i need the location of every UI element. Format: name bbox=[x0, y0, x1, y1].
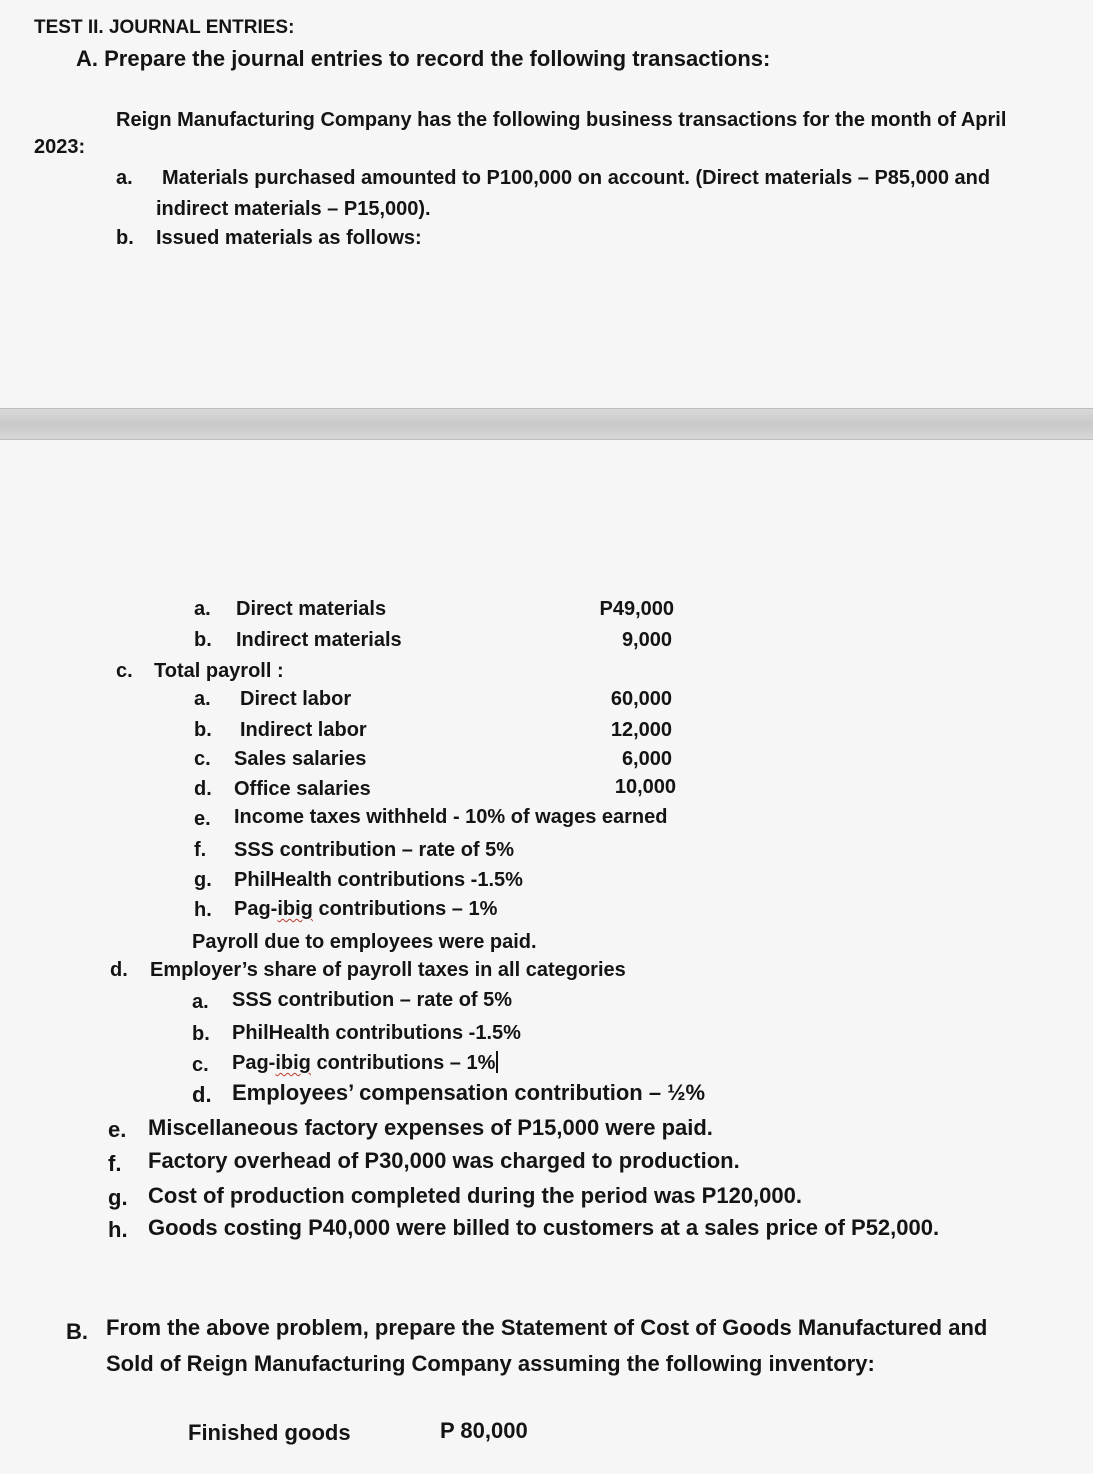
trans-c-item-amount: 12,000 bbox=[610, 719, 672, 741]
trans-c-item-letter: f. bbox=[194, 839, 207, 861]
trans-c-item-letter: h. bbox=[194, 899, 212, 921]
page-break-divider bbox=[0, 408, 1093, 440]
trans-c-text: Total payroll : bbox=[154, 660, 284, 682]
trans-c-item-label: Pag-ibig contributions – 1% bbox=[234, 898, 498, 920]
trans-c-item-label: Sales salaries bbox=[234, 748, 367, 770]
trans-f-text: Factory overhead of P30,000 was charged to production. bbox=[148, 1148, 740, 1173]
trans-d-item-label: Pag-ibig contributions – 1% bbox=[232, 1051, 498, 1075]
trans-c-item-amount: 60,000 bbox=[610, 688, 672, 710]
intro-line-2: 2023: bbox=[34, 136, 86, 158]
finished-goods-label: Finished goods bbox=[188, 1420, 351, 1445]
part-b-line-2: Sold of Reign Manufacturing Company assuming the following inventory: bbox=[106, 1351, 875, 1376]
trans-c-item-letter: d. bbox=[194, 778, 212, 800]
trans-b-item-amount: 9,000 bbox=[621, 629, 672, 651]
trans-b-item-label: Indirect materials bbox=[236, 629, 402, 651]
trans-c-item-label: SSS contribution – rate of 5% bbox=[234, 839, 515, 861]
trans-c-item-letter: g. bbox=[194, 869, 212, 891]
part-a-heading: A. Prepare the journal entries to record the following transactions: bbox=[76, 46, 771, 71]
trans-c-footer: Payroll due to employees were paid. bbox=[192, 931, 537, 953]
trans-c-item-label: Direct labor bbox=[240, 688, 352, 710]
intro-line-1: Reign Manufacturing Company has the following business transactions for the month of April bbox=[116, 109, 1007, 131]
trans-c-item-letter: b. bbox=[194, 719, 212, 741]
trans-d-text: Employer’s share of payroll taxes in all categories bbox=[150, 959, 626, 981]
trans-d-item-label: PhilHealth contributions -1.5% bbox=[232, 1022, 521, 1044]
trans-b-item-letter: a. bbox=[194, 598, 211, 620]
finished-goods-amount: P 80,000 bbox=[440, 1418, 528, 1443]
part-b-letter: B. bbox=[66, 1319, 88, 1344]
trans-g-text: Cost of production completed during the period was P120,000. bbox=[148, 1183, 802, 1208]
trans-d-item-letter: a. bbox=[192, 991, 209, 1013]
trans-a-line-1: Materials purchased amounted to P100,000 on account. (Direct materials – P85,000 and bbox=[162, 167, 991, 189]
trans-c-item-letter: a. bbox=[194, 688, 211, 710]
trans-h-text: Goods costing P40,000 were billed to customers at a sales price of P52,000. bbox=[148, 1215, 940, 1240]
trans-d-item-label: SSS contribution – rate of 5% bbox=[232, 989, 513, 1011]
trans-c-letter: c. bbox=[116, 660, 133, 682]
trans-d-item-letter: c. bbox=[192, 1054, 209, 1076]
trans-c-item-amount: 10,000 bbox=[614, 776, 676, 798]
trans-d-item-label: Employees’ compensation contribution – ½% bbox=[232, 1080, 706, 1105]
trans-c-item-letter: e. bbox=[194, 808, 211, 830]
trans-c-item-label: PhilHealth contributions -1.5% bbox=[234, 869, 523, 891]
spellcheck-word: ibig bbox=[275, 1052, 311, 1074]
trans-c-item-label: Income taxes withheld - 10% of wages earned bbox=[234, 806, 668, 828]
trans-b-letter: b. bbox=[116, 227, 134, 249]
trans-c-item-label: Indirect labor bbox=[240, 719, 367, 741]
part-b-line-1: From the above problem, prepare the Statement of Cost of Goods Manufactured and bbox=[106, 1315, 988, 1340]
trans-b-item-letter: b. bbox=[194, 629, 212, 651]
trans-c-item-letter: c. bbox=[194, 748, 211, 770]
trans-c-item-amount: 6,000 bbox=[621, 748, 672, 770]
trans-c-item-label: Office salaries bbox=[234, 778, 371, 800]
test-title: TEST II. JOURNAL ENTRIES: bbox=[34, 17, 295, 38]
trans-e-letter: e. bbox=[108, 1117, 127, 1142]
trans-d-item-letter: d. bbox=[192, 1082, 212, 1107]
trans-d-item-letter: b. bbox=[192, 1023, 210, 1045]
trans-d-letter: d. bbox=[110, 959, 128, 981]
trans-h-letter: h. bbox=[108, 1217, 128, 1242]
spellcheck-word: ibig bbox=[277, 898, 313, 920]
trans-b-text: Issued materials as follows: bbox=[156, 227, 422, 249]
trans-g-letter: g. bbox=[108, 1185, 128, 1210]
trans-a-letter: a. bbox=[116, 167, 133, 189]
trans-b-item-amount: P49,000 bbox=[599, 598, 674, 620]
text-cursor bbox=[496, 1051, 498, 1073]
trans-f-letter: f. bbox=[108, 1151, 122, 1176]
trans-b-item-label: Direct materials bbox=[236, 598, 387, 620]
trans-e-text: Miscellaneous factory expenses of P15,000 were paid. bbox=[148, 1115, 713, 1140]
trans-a-line-2: indirect materials – P15,000). bbox=[156, 198, 431, 220]
